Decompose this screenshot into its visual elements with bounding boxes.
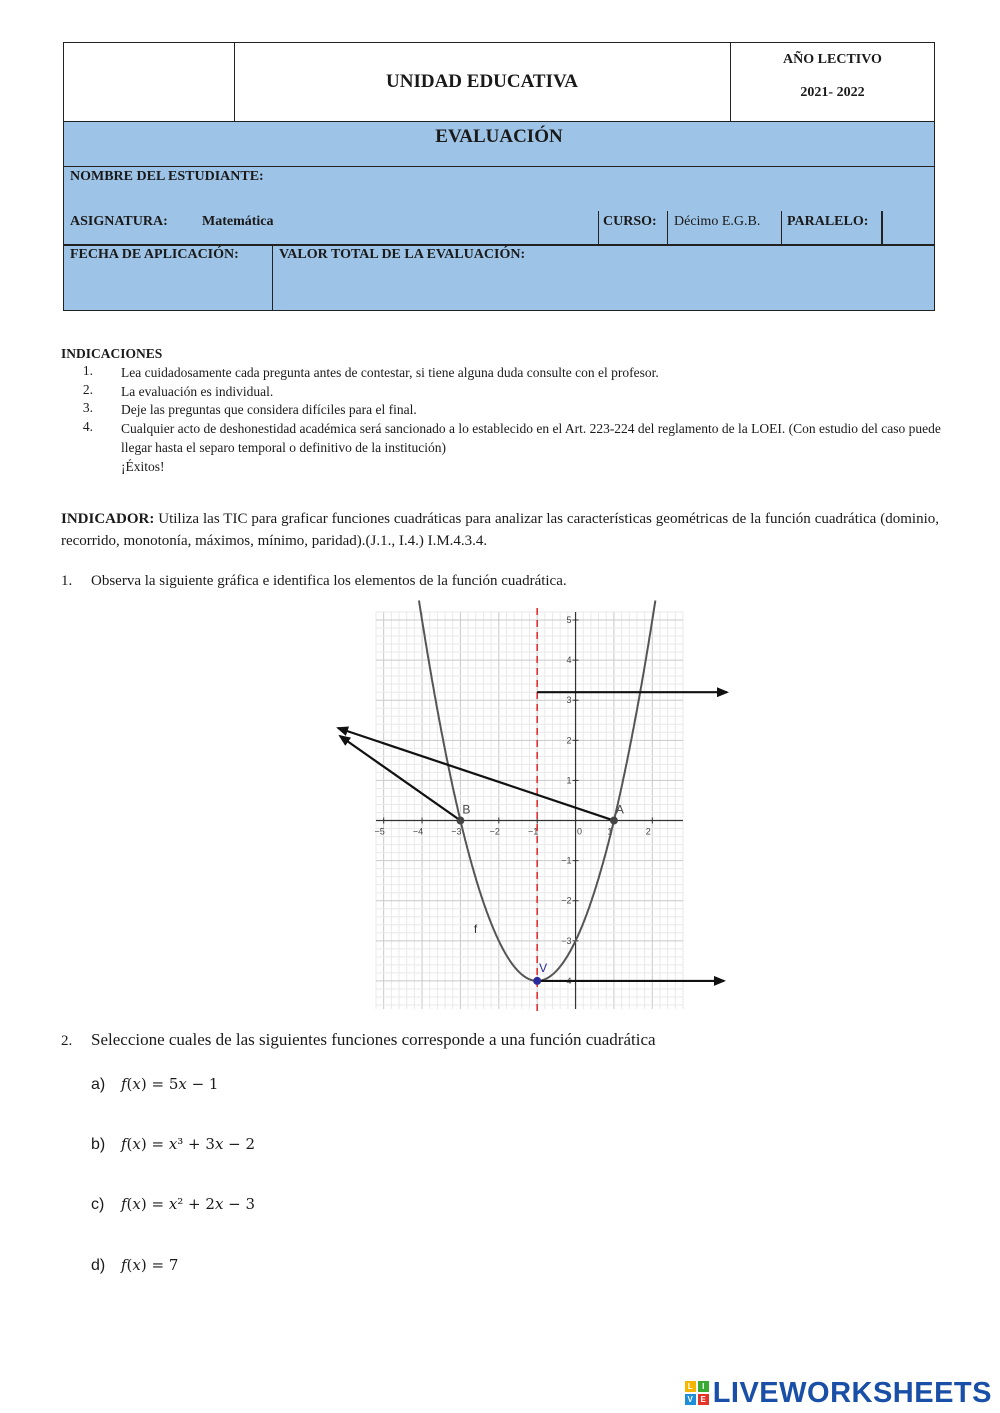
y-tick-label: 5 xyxy=(566,615,572,626)
point-label: A xyxy=(615,802,624,817)
y-tick-label: −2 xyxy=(561,895,572,906)
x-tick-label: −5 xyxy=(374,826,385,837)
option-expression: 𝑓(𝑥) = 5𝑥 − 1 xyxy=(121,1075,219,1093)
logo-text: LIVEWORKSHEETS xyxy=(712,1376,992,1409)
question-number: 1. xyxy=(61,573,73,589)
y-tick-label: 2 xyxy=(566,735,572,746)
parallel-label: PARALELO: xyxy=(787,214,869,229)
instruction-number: 2. xyxy=(82,382,93,397)
option-expression: 𝑓(𝑥) = 𝑥² + 2𝑥 − 3 xyxy=(121,1195,256,1213)
point-v xyxy=(533,977,541,985)
option-b[interactable] xyxy=(91,1134,255,1154)
indicator-text: Utiliza las TIC para graficar funciones cuadráticas para analizar las características geométricas de la función cuadrática (dominio, recorrido, monotonía, máximos, mínimo, paridad).(J.1., I.4.) I.M.4.3.4. xyxy=(61,511,940,549)
x-tick-label: 2 xyxy=(645,826,651,837)
option-c[interactable] xyxy=(91,1194,255,1214)
option-label: b) xyxy=(91,1136,106,1153)
instruction-text: La evaluación es individual. xyxy=(121,384,274,399)
x-tick-label: −1 xyxy=(528,826,539,837)
x-tick-label: 1 xyxy=(607,826,613,837)
y-tick-label: −1 xyxy=(561,855,572,866)
option-label: a) xyxy=(91,1076,106,1093)
subject-label: ASIGNATURA: xyxy=(70,214,168,229)
x-tick-label: −2 xyxy=(489,826,500,837)
indicator-label: INDICADOR: xyxy=(61,511,155,527)
instruction-text: Deje las preguntas que considera difíciles para el final. xyxy=(121,402,417,417)
instruction-number: 4. xyxy=(82,419,93,434)
question-text: Seleccione cuales de las siguientes funciones corresponde a una función cuadrática xyxy=(91,1030,656,1049)
date-label: FECHA DE APLICACIÓN: xyxy=(70,247,239,262)
option-expression: 𝑓(𝑥) = 7 xyxy=(121,1256,179,1274)
tick-labels xyxy=(375,615,651,986)
course-label: CURSO: xyxy=(603,214,657,229)
instruction-number: 3. xyxy=(82,400,93,415)
question-text: Observa la siguiente gráfica e identifica los elementos de la función cuadrática. xyxy=(91,573,567,589)
total-value-label: VALOR TOTAL DE LA EVALUACIÓN: xyxy=(279,247,526,262)
liveworksheets-logo xyxy=(685,1376,992,1410)
x-tick-label: −3 xyxy=(451,826,462,837)
school-year-label: AÑO LECTIVO xyxy=(783,52,882,67)
point-label: V xyxy=(539,960,548,975)
subject-value: Matemática xyxy=(202,214,274,229)
option-label: c) xyxy=(91,1196,105,1213)
x-tick-label: −4 xyxy=(412,826,424,837)
option-expression: 𝑓(𝑥) = 𝑥³ + 3𝑥 − 2 xyxy=(121,1135,256,1153)
student-name-label: NOMBRE DEL ESTUDIANTE: xyxy=(70,169,264,184)
option-a[interactable] xyxy=(91,1074,218,1094)
y-tick-label: −4 xyxy=(561,975,572,986)
instruction-number: 1. xyxy=(82,363,93,378)
x-tick-label: 0 xyxy=(577,826,583,837)
school-name: UNIDAD EDUCATIVA xyxy=(234,43,731,121)
option-d[interactable] xyxy=(91,1255,178,1275)
school-year-value: 2021- 2022 xyxy=(800,85,865,100)
point-b xyxy=(456,817,464,825)
point-a xyxy=(610,817,618,825)
curve-label: f xyxy=(473,921,478,936)
option-label: d) xyxy=(91,1257,106,1274)
y-tick-label: 3 xyxy=(566,695,572,706)
y-tick-label: 4 xyxy=(566,655,572,666)
instructions-heading: INDICACIONES xyxy=(61,346,163,361)
y-tick-label: −3 xyxy=(561,935,572,946)
logo-square: E xyxy=(698,1394,709,1405)
logo-icon xyxy=(685,1381,709,1405)
y-tick-label: 1 xyxy=(566,775,572,786)
instruction-text: Lea cuidadosamente cada pregunta antes de contestar, si tiene alguna duda consulte con el profesor. xyxy=(121,365,659,380)
course-value: Décimo E.G.B. xyxy=(674,214,761,229)
logo-square: L xyxy=(685,1381,696,1392)
instruction-text: Cualquier acto de deshonestidad académica será sancionado a lo establecido en el Art. 223-224 del reglamento de la LOEI. (Con estudio del caso puede llegar hasta el separo temporal o definitivo de la institución) xyxy=(121,421,941,455)
grid xyxy=(376,612,683,1009)
question-2 xyxy=(61,1030,656,1050)
point-label: B xyxy=(462,802,471,817)
evaluation-title: EVALUACIÓN xyxy=(63,122,935,167)
question-number: 2. xyxy=(61,1033,73,1049)
logo-square: V xyxy=(685,1394,696,1405)
logo-square: I xyxy=(698,1381,709,1392)
closing-text: ¡Éxitos! xyxy=(121,459,165,474)
